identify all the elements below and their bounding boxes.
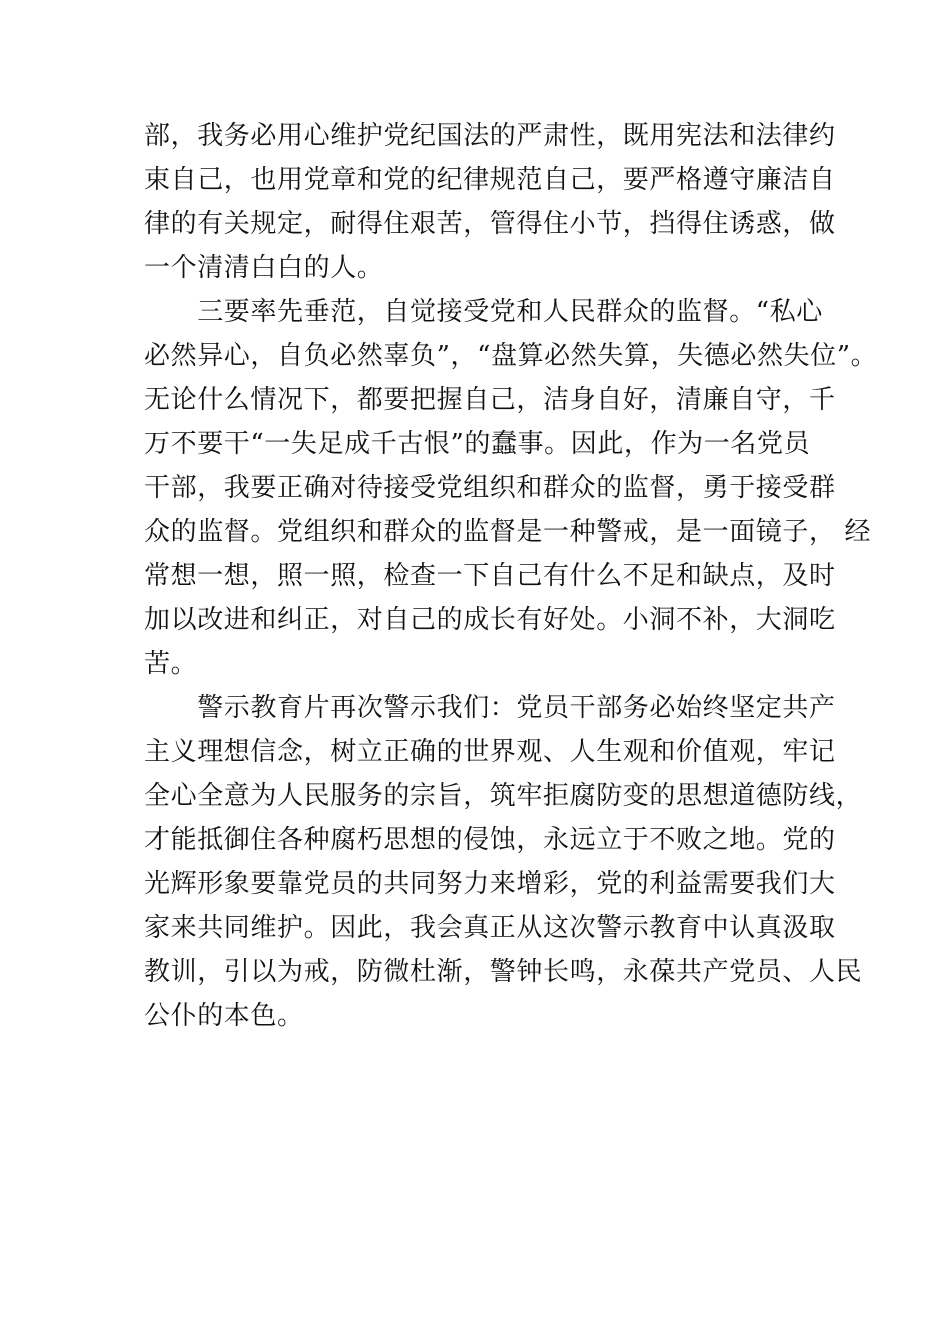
text-line: 才能抵御住各种腐朽思想的侵蚀，永远立于不败之地。党的 bbox=[144, 825, 836, 855]
document-body bbox=[144, 114, 878, 1038]
text-line: 教训，引以为戒，防微杜渐，警钟长鸣，永葆共产党员、人民 bbox=[144, 957, 863, 987]
text-line: 苦。 bbox=[144, 649, 198, 679]
text-line: 加以改进和纠正，对自己的成长有好处。小洞不补，大洞吃 bbox=[144, 605, 836, 635]
text-line: 万不要干“一失足成千古恨”的蠢事。因此，作为一名党员 bbox=[144, 429, 811, 459]
text-line: 无论什么情况下，都要把握自己，洁身自好，清廉自守，千 bbox=[144, 385, 836, 415]
text-line: 律的有关规定，耐得住艰苦，管得住小节，挡得住诱惑，做 bbox=[144, 209, 836, 239]
text-line: 警示教育片再次警示我们：党员干部务必始终坚定共产 bbox=[144, 693, 836, 723]
text-line: 公仆的本色。 bbox=[144, 1001, 304, 1031]
text-line: 家来共同维护。因此，我会真正从这次警示教育中认真汲取 bbox=[144, 913, 836, 943]
paragraph bbox=[144, 114, 834, 290]
text-line: 一个清清白白的人。 bbox=[144, 253, 384, 283]
paragraph bbox=[144, 686, 863, 1038]
text-line: 常想一想，照一照，检查一下自己有什么不足和缺点，及时 bbox=[144, 561, 836, 591]
text-line: 束自己，也用党章和党的纪律规范自己，要严格遵守廉洁自 bbox=[144, 165, 836, 195]
paragraph bbox=[144, 290, 878, 686]
text-line: 众的监督。党组织和群众的监督是一种警戒，是一面镜子， 经 bbox=[144, 517, 872, 547]
text-line: 干部，我要正确对待接受党组织和群众的监督，勇于接受群 bbox=[144, 473, 836, 503]
text-line: 三要率先垂范，自觉接受党和人民群众的监督。“私心 bbox=[144, 297, 823, 327]
text-line: 全心全意为人民服务的宗旨，筑牢拒腐防变的思想道德防线， bbox=[144, 781, 863, 811]
text-line: 部，我务必用心维护党纪国法的严肃性，既用宪法和法律约 bbox=[144, 121, 836, 151]
text-line: 主义理想信念，树立正确的世界观、人生观和价值观，牢记 bbox=[144, 737, 836, 767]
text-line: 光辉形象要靠党员的共同努力来增彩，党的利益需要我们大 bbox=[144, 869, 836, 899]
text-line: 必然异心，自负必然辜负”，“盘算必然失算，失德必然失位”。 bbox=[144, 341, 878, 371]
